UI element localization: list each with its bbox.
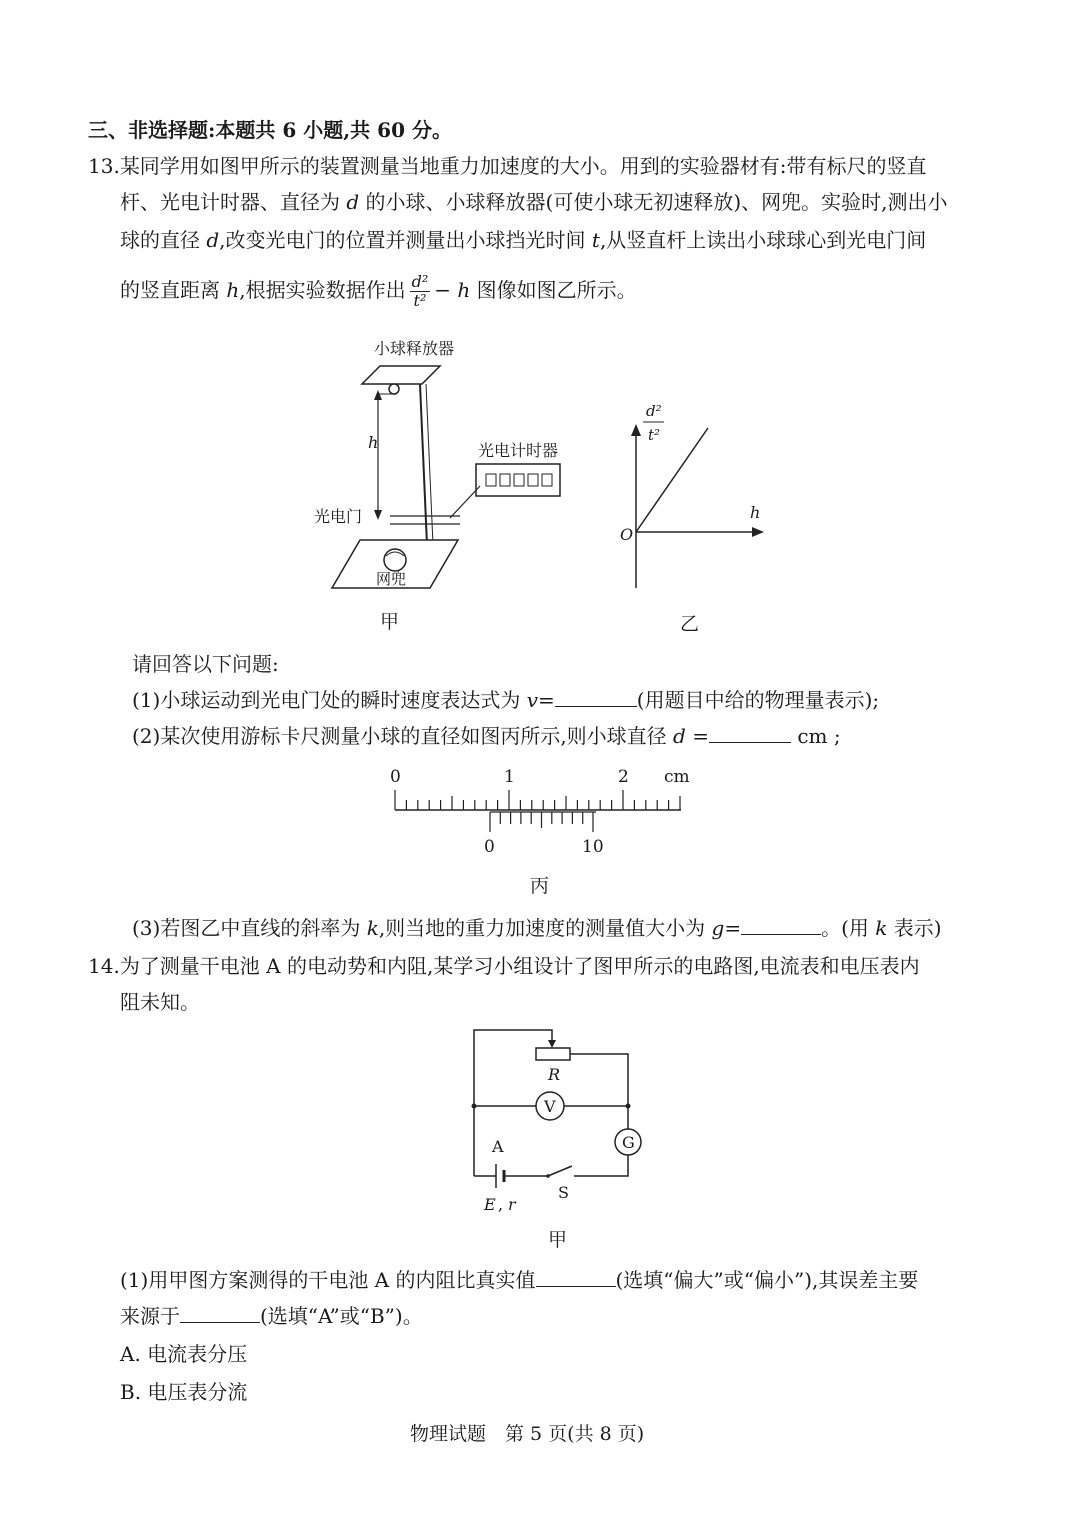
var-h: h bbox=[226, 278, 240, 302]
var-d: d bbox=[206, 228, 220, 252]
q13-text: (1)小球运动到光电门处的瞬时速度表达式为 bbox=[132, 688, 527, 712]
q13-stem-line3 bbox=[120, 226, 926, 254]
figure-yi-caption: 乙 bbox=[680, 613, 700, 635]
S-label: S bbox=[558, 1183, 569, 1202]
V-label: V bbox=[544, 1097, 556, 1116]
q14-text: (选填“A”或“B”)。 bbox=[260, 1304, 423, 1328]
var-t: t bbox=[591, 228, 600, 252]
wire-right-bottom bbox=[574, 1155, 628, 1176]
figure-bing-caption: 丙 bbox=[530, 875, 550, 897]
wire-right-top bbox=[570, 1054, 628, 1130]
q13-stem-text-1: 某同学用如图甲所示的装置测量当地重力加速度的大小。用到的实验器材有:带有标尺的竖直 bbox=[119, 154, 927, 178]
answer-blank-14-1b[interactable] bbox=[180, 1302, 260, 1323]
q13-text: (用题目中给的物理量表示); bbox=[636, 688, 880, 712]
slider-arrow-icon bbox=[548, 1040, 556, 1048]
fraction-d2-t2 bbox=[410, 273, 431, 310]
timer-digit bbox=[514, 474, 524, 486]
timer-digit bbox=[528, 474, 538, 486]
var-h: h bbox=[457, 278, 471, 302]
q13-text: ,改变光电门的位置并测量出小球挡光时间 bbox=[219, 228, 592, 252]
minus-sign: − bbox=[434, 278, 458, 302]
vernier-scale-ticks bbox=[490, 812, 593, 832]
q13-number: 13. bbox=[88, 154, 120, 178]
arrow-down-icon bbox=[374, 510, 382, 520]
caliper-figure bbox=[380, 760, 700, 900]
q13-part3 bbox=[132, 914, 942, 942]
var-k: k bbox=[366, 916, 379, 940]
main-label-1: 1 bbox=[504, 767, 515, 787]
q13-text: ,则当地的重力加速度的测量值大小为 bbox=[378, 916, 712, 940]
timer-label: 光电计时器 bbox=[478, 441, 559, 460]
main-label-0: 0 bbox=[390, 767, 401, 787]
figure-jia-caption: 甲 bbox=[380, 611, 400, 633]
q14-part1-line1 bbox=[120, 1266, 918, 1294]
y-axis-den: t² bbox=[648, 426, 661, 444]
junction-dot bbox=[472, 1104, 477, 1109]
release-label: 小球释放器 bbox=[374, 339, 455, 358]
R-label: R bbox=[548, 1065, 561, 1084]
q13-stem-line2 bbox=[120, 188, 948, 216]
graph-figure bbox=[600, 400, 800, 640]
answer-blank-13-1[interactable] bbox=[555, 686, 637, 707]
q13-part2 bbox=[132, 722, 841, 750]
timer-digit bbox=[486, 474, 496, 486]
var-d: d bbox=[346, 190, 360, 214]
q13-text: 表示) bbox=[887, 916, 942, 940]
var-v: v bbox=[526, 688, 538, 712]
G-label: G bbox=[622, 1133, 635, 1152]
A-label: A bbox=[492, 1137, 504, 1156]
junction-dot bbox=[626, 1104, 631, 1109]
rheostat-R bbox=[536, 1048, 570, 1060]
y-axis-arrow-icon bbox=[631, 424, 641, 436]
var-g: g bbox=[711, 916, 725, 940]
origin-label: O bbox=[620, 525, 634, 544]
q13-text: (2)某次使用游标卡尺测量小球的直径如图丙所示,则小球直径 bbox=[132, 724, 674, 748]
main-label-2: 2 bbox=[618, 767, 629, 787]
vernier-label-10: 10 bbox=[582, 837, 604, 857]
var-k: k bbox=[875, 916, 888, 940]
E-label: E bbox=[484, 1195, 496, 1214]
gate-label: 光电门 bbox=[314, 507, 363, 526]
x-axis-label: h bbox=[750, 503, 761, 522]
circuit-figure bbox=[460, 1020, 660, 1256]
ball-top bbox=[389, 384, 399, 394]
q14-part1-line2 bbox=[120, 1302, 423, 1330]
equals-sign: = bbox=[538, 688, 555, 712]
timer-digit bbox=[500, 474, 510, 486]
arrow-up-icon bbox=[374, 390, 382, 400]
q13-prompt: 请回答以下问题: bbox=[132, 652, 279, 676]
q14-stem-text-1: 为了测量干电池 A 的电动势和内阻,某学习小组设计了图甲所示的电路图,电流表和电压表内 bbox=[119, 954, 920, 978]
frac-num: d² bbox=[411, 272, 429, 291]
equals-sign: = bbox=[685, 724, 709, 748]
q13-text: 球的直径 bbox=[120, 228, 207, 252]
answer-blank-13-3[interactable] bbox=[741, 914, 821, 935]
q13-text: 的小球、小球释放器(可使小球无初速释放)、网兜。实验时,测出小 bbox=[359, 190, 948, 214]
figure-circuit-caption: 甲 bbox=[548, 1229, 568, 1251]
frac-den: t² bbox=[413, 291, 427, 310]
comma-label: , bbox=[498, 1195, 504, 1214]
switch-S bbox=[548, 1166, 572, 1176]
vernier-label-0: 0 bbox=[484, 837, 495, 857]
q14-text: 来源于 bbox=[120, 1304, 180, 1328]
page-footer: 物理试题 第 5 页(共 8 页) bbox=[410, 1423, 645, 1445]
timer-digit bbox=[542, 474, 552, 486]
unit-label: cm bbox=[664, 767, 690, 787]
timer-wire bbox=[450, 486, 480, 518]
q13-text: 杆、光电计时器、直径为 bbox=[120, 190, 347, 214]
q13-text: ,根据实验数据作出 bbox=[239, 278, 406, 302]
apparatus-figure bbox=[300, 330, 580, 640]
q13-text: (3)若图乙中直线的斜率为 bbox=[132, 916, 367, 940]
unit-cm: cm ; bbox=[790, 724, 841, 748]
q13-text: 图像如图乙所示。 bbox=[470, 278, 637, 302]
q14-stem-line2: 阻未知。 bbox=[120, 990, 200, 1014]
net-label: 网兜 bbox=[376, 570, 407, 588]
q14-number: 14. bbox=[88, 954, 120, 978]
answer-blank-14-1a[interactable] bbox=[536, 1266, 616, 1287]
r-label: r bbox=[508, 1195, 516, 1214]
release-plate bbox=[362, 366, 440, 384]
q14-text: (选填“偏大”或“偏小”),其误差主要 bbox=[615, 1268, 919, 1292]
section-title: 三、非选择题:本题共 6 小题,共 60 分。 bbox=[88, 118, 452, 142]
q13-text: 的竖直距离 bbox=[120, 278, 227, 302]
q13-stem-line1 bbox=[88, 152, 927, 180]
y-axis-num: d² bbox=[646, 402, 662, 420]
answer-blank-13-2[interactable] bbox=[709, 722, 791, 743]
q13-stem-line4 bbox=[120, 268, 637, 312]
q13-text: ,从竖直杆上读出小球球心到光电门间 bbox=[599, 228, 927, 252]
graph-line bbox=[636, 428, 708, 532]
q13-part1 bbox=[132, 686, 879, 714]
equals-sign: = bbox=[724, 916, 742, 940]
main-scale-ticks bbox=[395, 790, 680, 810]
q13-text: 。(用 bbox=[821, 916, 876, 940]
q14-stem-line1 bbox=[88, 952, 920, 980]
q14-option-a: A. 电流表分压 bbox=[120, 1342, 248, 1366]
x-axis-arrow-icon bbox=[752, 527, 764, 537]
h-label: h bbox=[368, 433, 379, 452]
var-d: d bbox=[673, 724, 686, 748]
q14-option-b: B. 电压表分流 bbox=[120, 1380, 248, 1404]
q14-text: (1)用甲图方案测得的干电池 A 的内阻比真实值 bbox=[120, 1268, 536, 1292]
